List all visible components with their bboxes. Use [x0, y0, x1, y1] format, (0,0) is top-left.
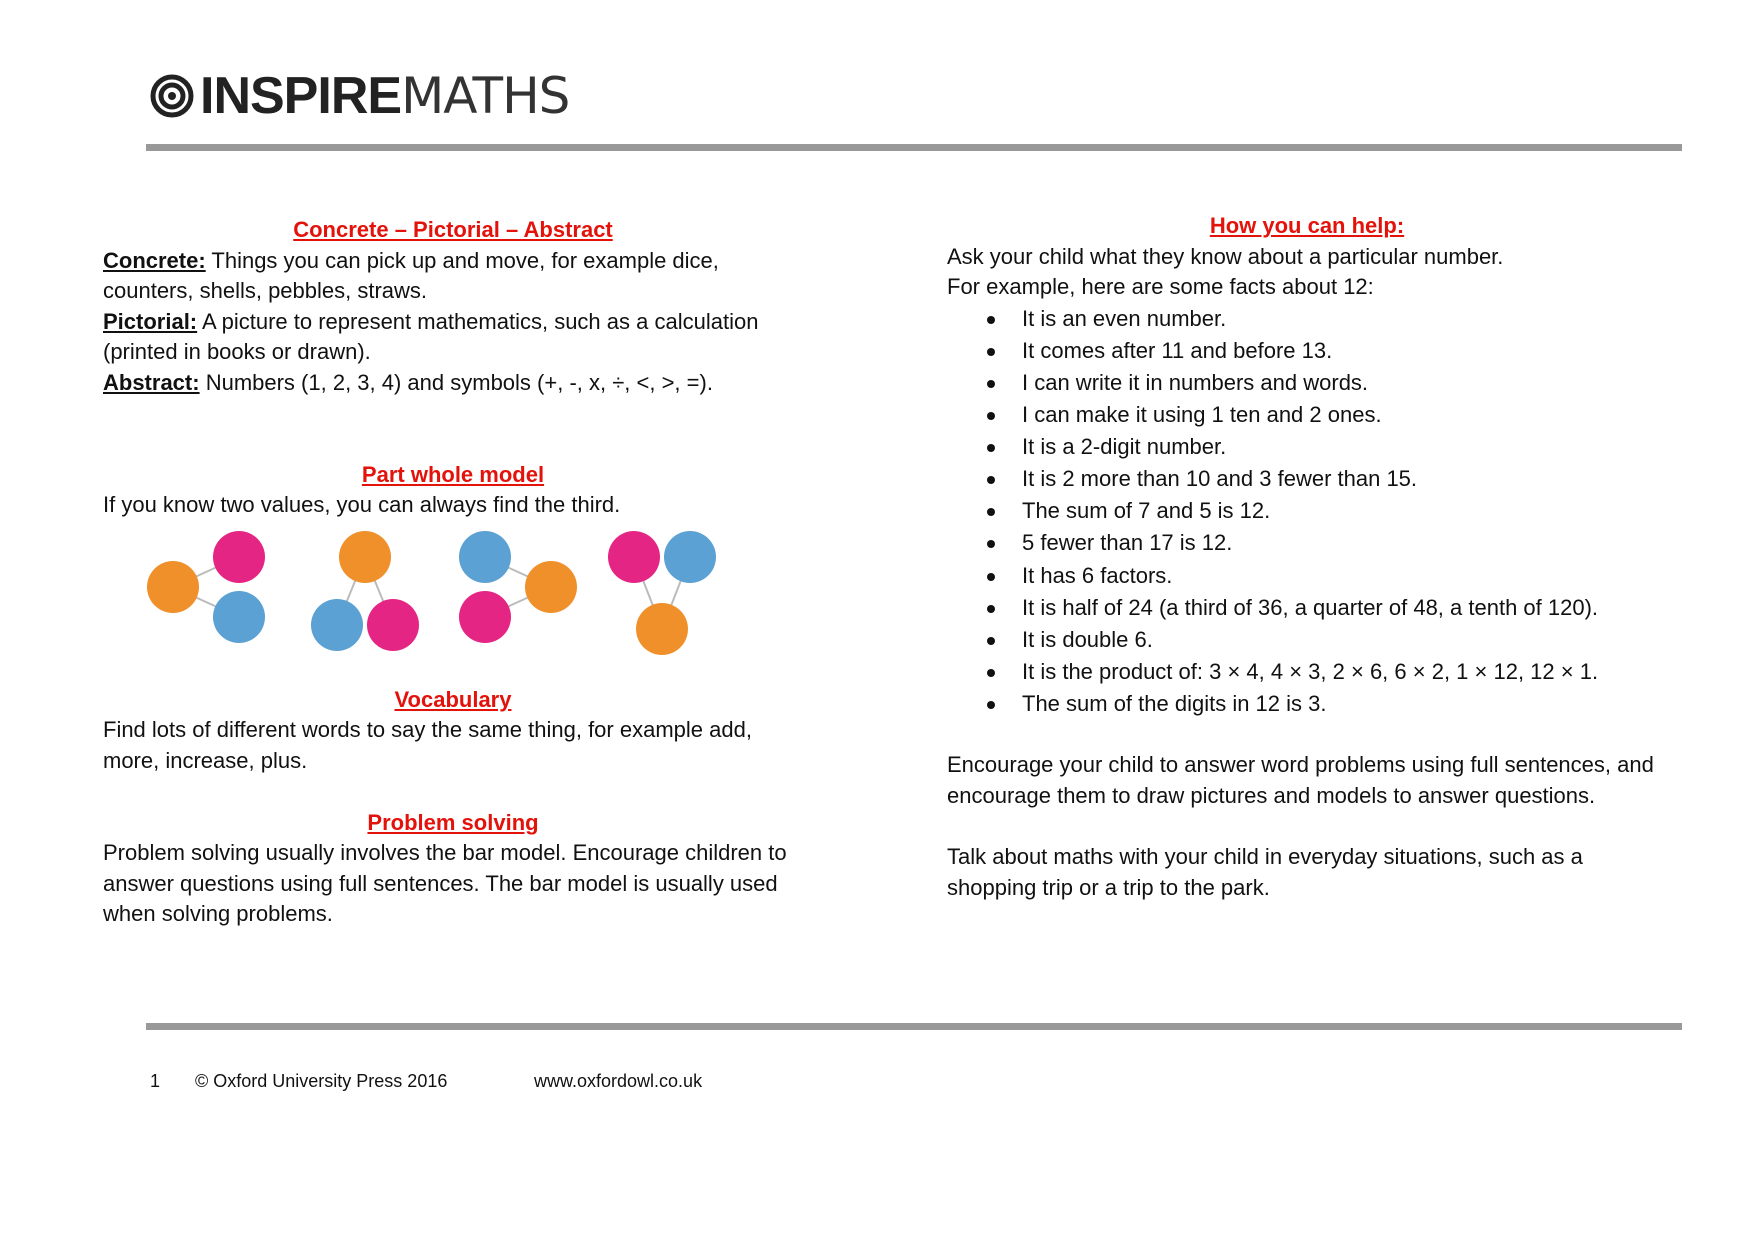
abstract-text: Numbers (1, 2, 3, 4) and symbols (+, -, x, ÷, <, >, =). — [199, 369, 713, 395]
help-intro-line-2: For example, here are some facts about 12: — [947, 274, 1374, 300]
logo-inspire-text: INSPIRE — [200, 67, 402, 125]
pictorial-term: Pictorial: — [103, 308, 198, 334]
fact-item: I can write it in numbers and words. — [987, 367, 1667, 399]
part-circle — [311, 599, 363, 651]
fact-item: 5 fewer than 17 is 12. — [987, 527, 1667, 559]
pictorial-text: A picture to represent mathematics, such as a calculation (printed in books or drawn). — [103, 308, 759, 365]
left-column — [103, 215, 803, 930]
problem-solving-text: Problem solving usually involves the bar model. Encourage children to answer questions using full sentences. The bar model is usually used when solving problems. — [103, 840, 787, 927]
fact-item: I can make it using 1 ten and 2 ones. — [987, 399, 1667, 431]
fact-item: It is double 6. — [987, 624, 1667, 656]
fact-item: It is a 2-digit number. — [987, 431, 1667, 463]
part-whole-text: If you know two values, you can always find the third. — [103, 492, 621, 518]
encourage-paragraph: Encourage your child to answer word problems using full sentences, and encourage them to draw pictures and models to answer questions. — [947, 752, 1654, 808]
part-whole-heading: Part whole model — [361, 461, 545, 487]
fact-item: It is an even number. — [987, 303, 1667, 335]
pictorial-paragraph — [103, 307, 803, 368]
part-whole-model-1 — [147, 531, 265, 643]
abstract-paragraph — [103, 368, 803, 399]
part-circle — [367, 599, 419, 651]
part-circle — [459, 531, 511, 583]
part-whole-model-3 — [459, 531, 577, 643]
part-circle — [459, 591, 511, 643]
problem-solving-heading: Problem solving — [367, 809, 539, 835]
cpa-heading: Concrete – Pictorial – Abstract — [293, 217, 613, 242]
talk-paragraph: Talk about maths with your child in everyday situations, such as a shopping trip or a trip to the park. — [947, 844, 1583, 900]
vocabulary-text: Find lots of different words to say the same thing, for example add, more, increase, plus. — [103, 717, 752, 773]
website-text: www.oxfordowl.co.uk — [534, 1071, 703, 1091]
whole-circle — [339, 531, 391, 583]
facts-about-12-list — [947, 303, 1667, 720]
footer — [150, 1071, 702, 1092]
fact-item: It is half of 24 (a third of 36, a quarter of 48, a tenth of 120). — [987, 592, 1667, 624]
page-number: 1 — [150, 1071, 161, 1091]
whole-circle — [147, 561, 199, 613]
part-circle — [213, 531, 265, 583]
right-column — [947, 211, 1667, 903]
fact-item: It is the product of: 3 × 4, 4 × 3, 2 × 6, 6 × 2, 1 × 12, 12 × 1. — [987, 656, 1667, 688]
whole-circle — [525, 561, 577, 613]
part-whole-model-4 — [608, 531, 716, 655]
bottom-divider — [146, 1023, 1682, 1030]
concrete-term: Concrete: — [103, 247, 206, 273]
vocabulary-heading: Vocabulary — [394, 686, 512, 712]
help-intro-line-1: Ask your child what they know about a particular number. — [947, 243, 1504, 269]
part-circle — [608, 531, 660, 583]
part-whole-model-2 — [311, 531, 419, 651]
concrete-paragraph — [103, 246, 803, 307]
concrete-text: Things you can pick up and move, for example dice, counters, shells, pebbles, straws. — [103, 247, 719, 304]
spiral-icon — [150, 74, 194, 118]
fact-item: It comes after 11 and before 13. — [987, 335, 1667, 367]
abstract-term: Abstract: — [103, 369, 200, 395]
top-divider — [146, 144, 1682, 151]
how-you-can-help-heading: How you can help: — [1209, 213, 1405, 238]
part-whole-diagrams — [141, 529, 741, 669]
whole-circle — [636, 603, 688, 655]
inspire-maths-logo — [150, 66, 569, 126]
fact-item: The sum of 7 and 5 is 12. — [987, 495, 1667, 527]
part-circle — [664, 531, 716, 583]
copyright-text: © Oxford University Press 2016 — [195, 1071, 448, 1091]
logo-maths-text: MATHS — [401, 67, 570, 125]
fact-item: The sum of the digits in 12 is 3. — [987, 688, 1667, 720]
part-circle — [213, 591, 265, 643]
fact-item: It has 6 factors. — [987, 560, 1667, 592]
fact-item: It is 2 more than 10 and 3 fewer than 15. — [987, 463, 1667, 495]
